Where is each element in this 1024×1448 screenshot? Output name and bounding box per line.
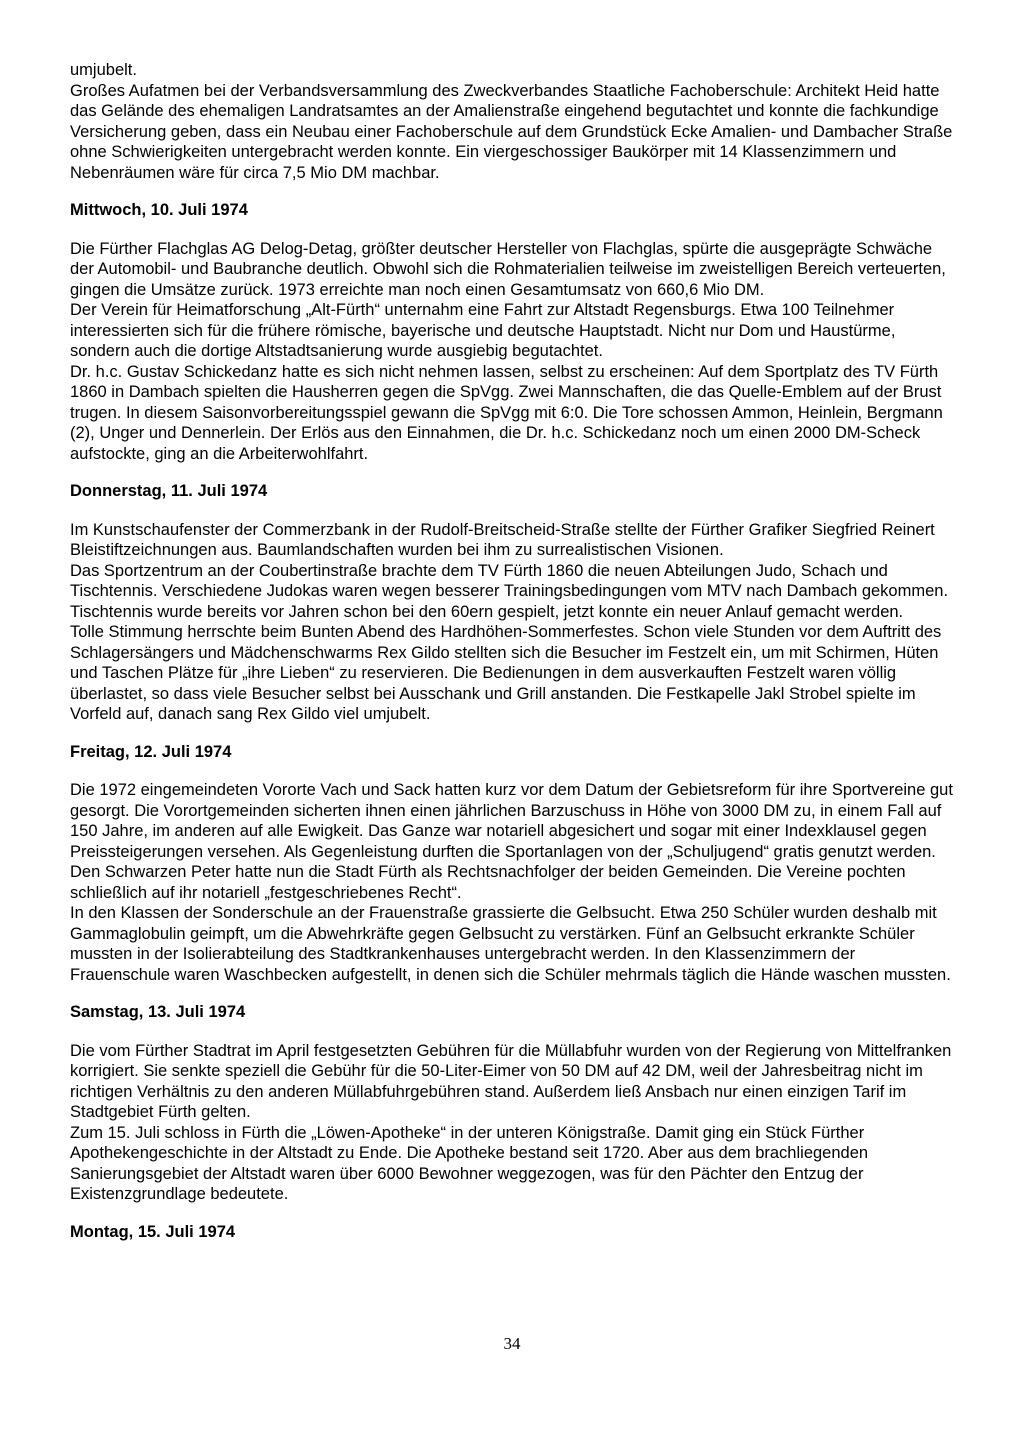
paragraph: Der Verein für Heimatforschung „Alt-Fürth“ unternahm eine Fahrt zur Altstadt Regensburgs. Etwa 100 Teilnehmer interessierten sich für die frühere römische, bayerische und deutsche Hauptstadt. Nicht nur Dom und Haustürme, sondern auch die dortige Altstadtsanierung wurde ausgiebig begutachtet. [70,301,896,360]
section-heading-mittwoch-10-juli-1974: Mittwoch, 10. Juli 1974 [70,201,248,219]
section-heading-montag-15-juli-1974: Montag, 15. Juli 1974 [70,1222,236,1241]
paragraph: Tolle Stimmung herrschte beim Bunten Abend des Hardhöhen-Sommerfestes. Schon viele Stunden vor dem Auftritt des Schlagersängers und Mädchenschwarms Rex Gildo stellten sich die Besucher im Festzelt ein, um mit Schirmen, Hüten und Taschen Plätze für „ihre Lieben“ zu reservieren. Die Bedienungen in dem ausverkauften Festzelt waren völlig überlastet, so dass viele Besucher selbst bei Ausschank und Grill anstanden. Die Festkapelle Jakl Strobel spielte im Vorfeld auf, danach sang Rex Gildo viel umjubelt. [70,623,942,723]
paragraph: Das Sportzentrum an der Coubertinstraße brachte dem TV Fürth 1860 die neuen Abteilungen Judo, Schach und Tischtennis. Verschiedene Judokas waren wegen besserer Trainingsbedingungen vom MTV nach Dambach gekommen. Tischtennis wurde bereits vor Jahren schon bei den 60ern gespielt, jetzt konnte ein neuer Anlauf gemacht werden. [70,561,949,621]
paragraph: In den Klassen der Sonderschule an der Frauenstraße grassierte die Gelbsucht. Etwa 250 Schüler wurden deshalb mit Gammaglobulin geimpft, um die Abwehrkräfte gegen Gelbsucht zu verstärken. Fünf an Gelbsucht erkrankte Schüler mussten in der Isolierabteilung des Stadtkrankenhauses untergebracht werden. In den Klassenzimmern der Frauenschule waren Waschbecken aufgestellt, in denen sich die Schüler mehrmals täglich die Hände waschen mussten. [70,904,951,984]
paragraph: Großes Aufatmen bei der Verbandsversammlung des Zweckverbandes Staatliche Fachoberschule: Architekt Heid hatte das Gelände des ehemaligen Landratsamtes an der Amalienstraße eingehend begutachtet und konnte die fachkundige Versicherung geben, dass ein Neubau einer Fachoberschule auf dem Grundstück Ecke Amalien- und Dambacher Straße ohne Schwierigkeiten untergebracht werden konnte. Ein viergeschossiger Baukörper mit 14 Klassenzimmern und Nebenräumen wäre für circa 7,5 Mio DM machbar. [70,81,953,182]
paragraph: Die Fürther Flachglas AG Delog-Detag, größter deutscher Hersteller von Flachglas, spürte die ausgeprägte Schwäche der Automobil- und Baubranche deutlich. Obwohl sich die Rohmaterialien teilweise im zweistelligen Bereich verteuerten, gingen die Umsätze zurück. 1973 erreichte man noch einen Gesamtumsatz von 660,6 Mio DM. [70,239,946,299]
section-heading-freitag-12-juli-1974: Freitag, 12. Juli 1974 [70,742,232,761]
paragraph: Zum 15. Juli schloss in Fürth die „Löwen-Apotheke“ in der unteren Königstraße. Damit ging ein Stück Fürther Apothekengeschichte in der Altstadt zu Ende. Die Apotheke bestand seit 1720. Aber aus dem brachliegenden Sanierungsgebiet der Altstadt waren über 6000 Bewohner weggezogen, was für den Pächter den Entzug der Existenzgrundlage bedeutete. [70,1123,869,1203]
paragraph-continuation-tail: umjubelt. [70,61,137,79]
page-footer [0,1334,1024,1354]
page-content [70,60,954,1260]
paragraph: Die vom Fürther Stadtrat im April festgesetzten Gebühren für die Müllabfuhr wurden von der Regierung von Mittelfranken korrigiert. Sie senkte speziell die Gebühr für die 50-Liter-Eimer von 50 DM auf 42 DM, weil der Jahresbeitrag nicht im richtigen Verhältnis zu den anderen Müllabfuhrgebühren stand. Außerdem ließ Ansbach nur einen einzigen Tarif im Stadtgebiet Fürth gelten. [70,1041,952,1121]
paragraph: Die 1972 eingemeindeten Vororte Vach und Sack hatten kurz vor dem Datum der Gebietsreform für ihre Sportvereine gut gesorgt. Die Vorortgemeinden sicherten ihnen einen jährlichen Barzuschuss in Höhe von 3000 DM zu, in einem Fall auf 150 Jahre, im anderen auf alle Ewigkeit. Das Ganze war notariell abgesichert und sogar mit einer Indexklausel gegen Preissteigerungen versehen. Als Gegenleistung durften die Sportanlagen von der „Schuljugend“ gratis genutzt werden. Den Schwarzen Peter hatte nun die Stadt Fürth als Rechtsnachfolger der beiden Gemeinden. Die Vereine pochten schließlich auf ihr notariell „festgeschriebenes Recht“. [70,781,953,902]
page-number: 34 [503,1334,521,1353]
paragraph: Im Kunstschaufenster der Commerzbank in der Rudolf-Breitscheid-Straße stellte der Fürther Grafiker Siegfried Reinert Bleistiftzeichnungen aus. Baumlandschaften wurden bei ihm zu surrealistischen Visionen. [70,520,935,559]
paragraph: Dr. h.c. Gustav Schickedanz hatte es sich nicht nehmen lassen, selbst zu erscheinen: Auf dem Sportplatz des TV Fürth 1860 in Dambach spielten die Hausherren gegen die SpVgg. Zwei Mannschaften, die das Quelle-Emblem auf der Brust trugen. In diesem Saisonvorbereitungsspiel gewann die SpVgg mit 6:0. Die Tore schossen Ammon, Heinlein, Bergmann (2), Unger und Dennerlein. Der Erlös aus den Einnahmen, die Dr. h.c. Schickedanz noch um einen 2000 DM-Scheck aufstockte, ging an die Arbeiterwohlfahrt. [70,362,943,463]
section-heading-samstag-13-juli-1974: Samstag, 13. Juli 1974 [70,1003,246,1021]
section-heading-donnerstag-11-juli-1974: Donnerstag, 11. Juli 1974 [70,482,268,500]
